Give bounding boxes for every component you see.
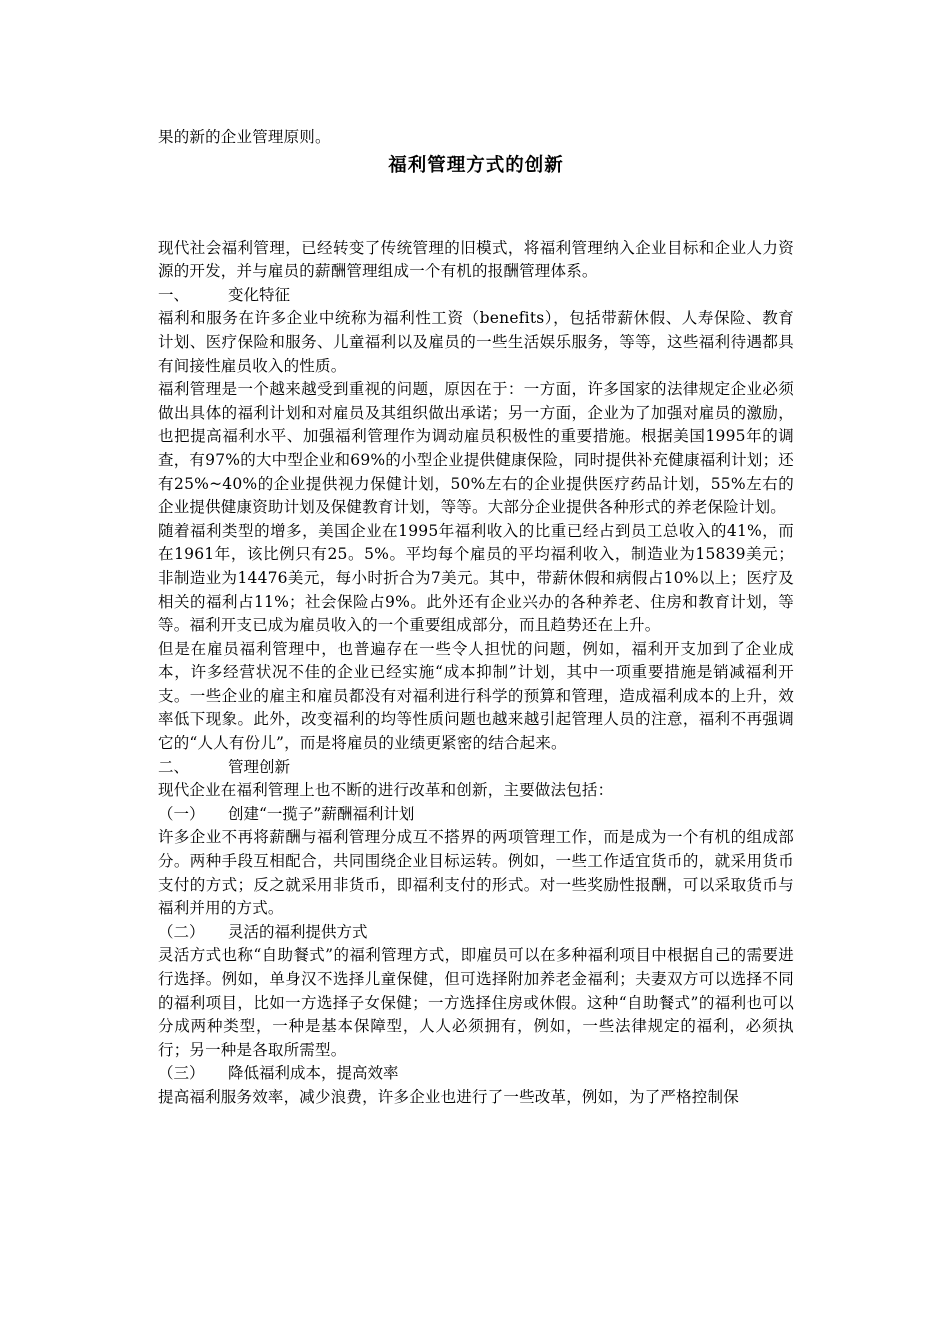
subsection-label: 灵活的福利提供方式 [228, 922, 368, 941]
document-title: 福利管理方式的创新 [388, 154, 564, 176]
intro-paragraph: 现代社会福利管理，已经转变了传统管理的旧模式，将福利管理纳入企业目标和企业人力资源的开发，并与雇员的薪酬管理组成一个有机的报酬管理体系。 [158, 238, 794, 281]
subsection-number: （一） [158, 804, 205, 823]
subsection2-paragraph: 灵活方式也称“自助餐式”的福利管理方式，即雇员可以在多种福利项目中根据自己的需要进行选择。例如，单身汉不选择儿童保健，但可选择附加养老金福利；夫妻双方可以选择不同的福利项目，比如一方选择子女保健；一方选择住房或休假。这种“自助餐式”的福利也可以分成两种类型，一种是基本保障型，人人必须拥有，例如，一些法律规定的福利，必须执行；另一种是各取所需型。 [158, 946, 794, 1059]
section1-paragraph-3: 随着福利类型的增多，美国企业在1995年福利收入的比重已经占到员工总收入的41%，而在1961年，该比例只有25。5%。平均每个雇员的平均福利收入，制造业为15839美元；非制造业为14476美元，每小时折合为7美元。其中，带薪休假和病假占10%以上；医疗及相关的福利占11%；社会保险占9%。此外还有企业兴办的各种养老、住房和教育计划，等等。福利开支已成为雇员收入的一个重要组成部分，而且趋势还在上升。 [158, 521, 794, 635]
section-label: 变化特征 [228, 285, 291, 304]
section1-paragraph-2: 福利管理是一个越来越受到重视的问题，原因在于：一方面，许多国家的法律规定企业必须做出具体的福利计划和对雇员及其组织做出承诺；另一方面，企业为了加强对雇员的激励，也把提高福利水平、加强福利管理作为调动雇员积极性的重要措施。根据美国1995年的调查，有97%的大中型企业和69%的小型企业提供健康保险，同时提供补充健康福利计划；还有25%~40%的企业提供视力保健计划，50%左右的企业提供医疗药品计划，55%左右的企业提供健康资助计划及保健教育计划，等等。大部分企业提供各种形式的养老保险计划。 [158, 380, 794, 517]
section-label: 管理创新 [228, 757, 291, 776]
section-heading-1 [158, 284, 794, 308]
section-number: 一、 [158, 285, 190, 304]
subsection3-paragraph: 提高福利服务效率，减少浪费，许多企业也进行了一些改革，例如，为了严格控制保 [158, 1087, 739, 1106]
section1-paragraph-1: 福利和服务在许多企业中统称为福利性工资（benefits），包括带薪休假、人寿保险、教育计划、医疗保险和服务、儿童福利以及雇员的一些生活娱乐服务，等等，这些福利待遇都具有间接性雇员收入的性质。 [158, 309, 794, 375]
subsection1-paragraph: 许多企业不再将薪酬与福利管理分成互不搭界的两项管理工作，而是成为一个有机的组成部分。两种手段互相配合，共同围绕企业目标运转。例如，一些工作适宜货币的，就采用货币支付的方式；反之就采用非货币，即福利支付的形式。对一些奖励性报酬，可以采取货币与福利并用的方式。 [158, 828, 794, 918]
document-page [158, 126, 794, 1110]
subsection-heading-2 [158, 921, 794, 945]
subsection-number: （三） [158, 1064, 205, 1083]
subsection-number: （二） [158, 922, 205, 941]
section-number: 二、 [158, 757, 190, 776]
subsection-heading-3 [158, 1062, 794, 1086]
lead-line: 果的新的企业管理原则。 [158, 128, 331, 146]
subsection-heading-1 [158, 803, 794, 827]
section2-intro: 现代企业在福利管理上也不断的进行改革和创新，主要做法包括： [158, 781, 614, 800]
subsection-label: 创建“一揽子”薪酬福利计划 [228, 804, 415, 823]
section1-paragraph-4: 但是在雇员福利管理中，也普遍存在一些令人担忧的问题，例如，福利开支加到了企业成本，许多经营状况不佳的企业已经实施“成本抑制”计划，其中一项重要措施是销减福利开支。一些企业的雇主和雇员都没有对福利进行科学的预算和管理，造成福利成本的上升，效率低下现象。此外，改变福利的均等性质问题也越来越引起管理人员的注意，福利不再强调它的“人人有份儿”，而是将雇员的业绩更紧密的结合起来。 [158, 639, 794, 753]
subsection-label: 降低福利成本，提高效率 [228, 1064, 399, 1083]
section-heading-2 [158, 756, 794, 780]
